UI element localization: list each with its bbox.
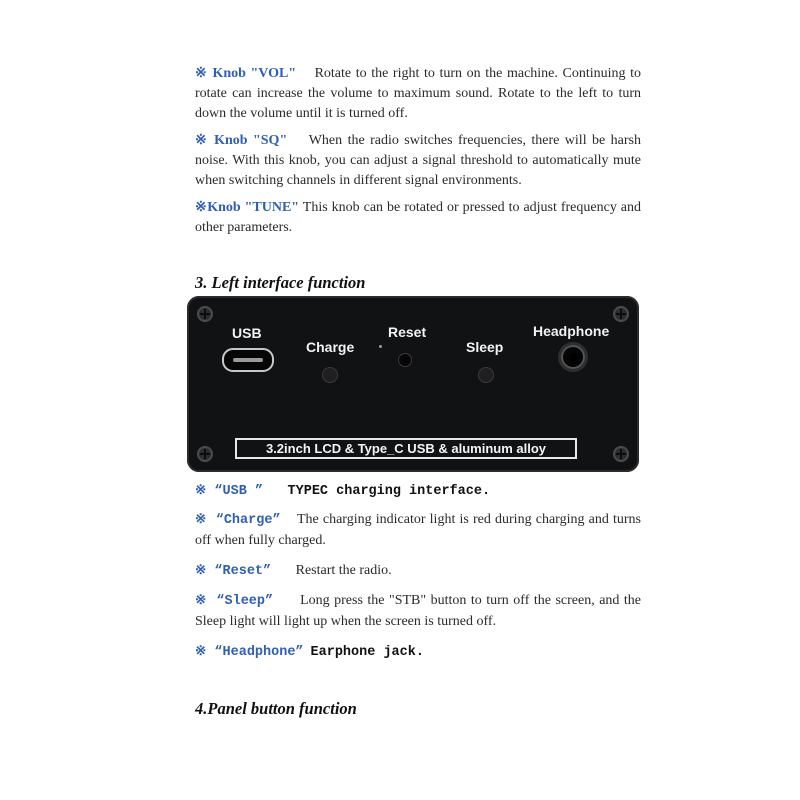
knob-sq-text: When the radio switches frequencies, there will be harsh noise. With this knob, you can adjust a signal threshold to automatically mute when switching channels in different signal environments. — [195, 133, 641, 188]
panel-label-usb: USB — [232, 325, 262, 341]
interface-reset-text: Restart the radio. — [295, 563, 392, 578]
knob-vol-label: ※ Knob "VOL" — [195, 66, 297, 81]
screw-icon — [197, 446, 213, 462]
interface-reset-paragraph — [195, 561, 641, 582]
panel-spec-bar: 3.2inch LCD & Type_C USB & aluminum alloy — [235, 438, 577, 459]
knob-vol-paragraph — [195, 64, 641, 124]
headphone-jack-icon — [561, 345, 585, 369]
knob-tune-paragraph — [195, 198, 641, 238]
interface-charge-paragraph — [195, 510, 641, 551]
interface-headphone-paragraph — [195, 642, 641, 663]
panel-label-headphone: Headphone — [533, 323, 610, 339]
interface-sleep-text: Long press the "STB" button to turn off the screen, and the Sleep light will light up when the screen is turned off. — [195, 593, 642, 629]
reset-hole-icon — [398, 353, 412, 367]
interface-charge-label: ※ “Charge” — [195, 513, 281, 528]
charge-led-icon — [322, 367, 338, 383]
section-4-title: 4.Panel button function — [195, 699, 357, 718]
interface-charge-text: The charging indicator light is red during charging and turns off when fully charged. — [195, 512, 641, 548]
screw-icon — [613, 306, 629, 322]
knob-vol-text: Rotate to the right to turn on the machine. Continuing to rotate can increase the volume to maximum sound. Rotate to the left to turn down the volume until it is turned off. — [195, 66, 641, 121]
reset-dot-icon — [379, 345, 382, 348]
interface-usb-text: TYPEC charging interface. — [287, 484, 491, 499]
knob-tune-label: ※Knob "TUNE" — [195, 200, 300, 215]
interface-sleep-label: ※ “Sleep” — [195, 594, 274, 609]
left-interface-panel-image — [187, 296, 639, 472]
panel-label-charge: Charge — [306, 339, 355, 355]
knob-sq-paragraph — [195, 131, 641, 191]
interface-headphone-label: ※ “Headphone” — [195, 645, 304, 660]
panel-label-reset: Reset — [388, 324, 427, 340]
sleep-led-icon — [478, 367, 494, 383]
screw-icon — [197, 306, 213, 322]
interface-usb-label: ※ “USB ” — [195, 484, 264, 499]
knob-tune-text: This knob can be rotated or pressed to adjust frequency and other parameters. — [195, 200, 642, 235]
panel-label-sleep: Sleep — [466, 339, 504, 355]
interface-headphone-text: Earphone jack. — [310, 645, 424, 660]
usb-c-port-icon — [222, 348, 274, 372]
screw-icon — [613, 446, 629, 462]
section-3-title: 3. Left interface function — [195, 273, 366, 292]
knob-sq-label: ※ Knob "SQ" — [195, 133, 288, 148]
interface-usb-paragraph — [195, 481, 641, 502]
interface-reset-label: ※ “Reset” — [195, 564, 272, 579]
interface-sleep-paragraph — [195, 591, 641, 632]
